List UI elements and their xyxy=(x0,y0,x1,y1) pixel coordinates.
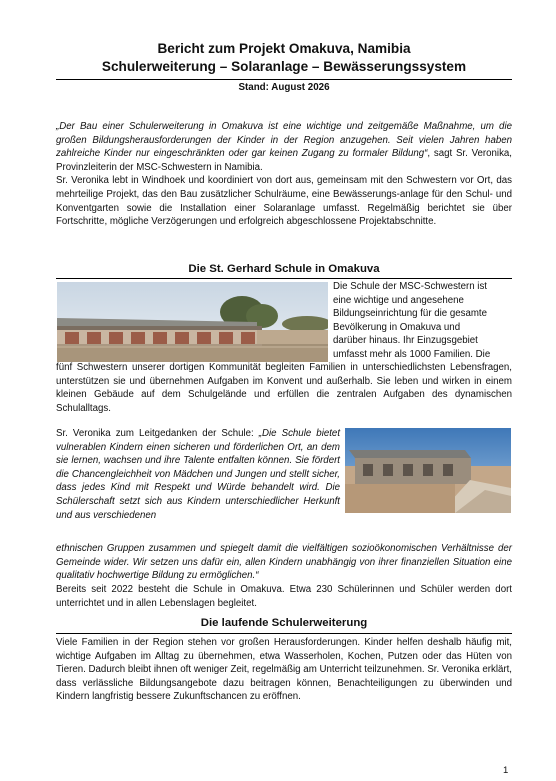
intro-quote: „Der Bau einer Schulerweiterung in Omakuva ist eine wichtige und zeitgemäße Maßnahme, um die großen Bildungsherausforderungen der Kinder in der Region anzugehen. Seit vielen Jahren haben zahlreiche Kinder nur eingeschränkten oder gar keinen Zugang zu formaler Bildung“ xyxy=(56,121,512,160)
report-title: Bericht zum Projekt Omakuva, Namibia xyxy=(157,41,411,56)
intro-attribution: , sagt Sr. Veronika, Provinzleiterin der MSC-Schwestern in Namibia. xyxy=(56,148,512,173)
intro-paragraph xyxy=(56,120,512,229)
section-rule-extension xyxy=(56,633,512,634)
wrap-line: Die Schule der MSC-Schwestern ist xyxy=(333,281,487,292)
wrap-line: eine wichtige und angesehene xyxy=(333,294,464,306)
school-quote-wrapped xyxy=(56,427,340,522)
section-heading-school: Die St. Gerhard Schule in Omakuva xyxy=(188,263,380,275)
wrap-line: Bildungseinrichtung für die gesamte xyxy=(333,308,488,320)
school-intro-wrapped xyxy=(333,280,512,362)
page-number: 1 xyxy=(503,765,509,776)
wrap-line: Bevölkerung in Omakuva und xyxy=(333,321,461,333)
wrap-line: darüber hinaus. Ihr Einzugsgebiet xyxy=(333,335,478,347)
section-rule-school xyxy=(56,278,512,279)
school-quote-continued: ethnischen Gruppen zusammen und spiegelt damit die vielfältigen sozioökonomischen Verhältnisse der Gemeinde wider. Wir setzen uns dafür ein, allen Kindern unabhängig von ihrer finanziellen Situation eine qualitativ hochwertige Bildung zu ermöglichen.“ xyxy=(56,543,512,582)
school-building-photo xyxy=(57,282,328,362)
school-quote-lead: Sr. Veronika zum Leitgedanken der Schule: xyxy=(56,428,259,439)
intro-paragraph-2: Sr. Veronika lebt in Windhoek und koordiniert von dort aus, gemeinsam mit den Schwestern vor Ort, das mehrteilige Projekt, das den Bau zusätzlicher Schulräume, eine Bewässerungs-anlage für den Schul- und Konventgarten sowie die Installation einer Solaranlage umfasst. Regelmäßig berichtet sie über Fortschritte, mögliche Verzögerungen und erfolgreich abgeschlossene Projektabschnitte. xyxy=(56,175,512,228)
header-rule xyxy=(56,79,512,80)
report-date: Stand: August 2026 xyxy=(238,82,330,93)
construction-site-photo xyxy=(345,428,511,513)
school-paragraph: fünf Schwestern unserer dortigen Kommunität begleiten Familien in unterschiedlichsten Lebensfragen, unterstützen sie und übernehmen Aufgaben im Konvent und außerhalb. Sie leben und wirken in einem kleinen Gebäude auf dem Schulgelände und erfüllen die zentralen Aufgaben des dynamischen Schulalltags. xyxy=(56,362,512,414)
school-closing: Bereits seit 2022 besteht die Schule in Omakuva. Etwa 230 Schülerinnen und Schüler werden dort unterrichtet und in allen Lebenslagen begleitet. xyxy=(56,584,512,609)
extension-paragraph: Viele Familien in der Region stehen vor großen Herausforderungen. Kinder helfen deshalb häufig mit, wichtige Aufgaben im Alltag zu übernehmen, etwa Wasserholen, Kochen, Putzen oder das Hüten von Tieren. Dadurch bleibt ihnen oft weniger Zeit, regelmäßig am Unterricht teilzunehmen. Sr. Veronika erklärt, dass verlässliche Bildungsangebote dazu beitragen können, Benachteiligungen zu überwinden und Kindern langfristig bessere Zukunftschancen zu eröffnen. xyxy=(56,637,512,703)
school-quote-part1: „Die Schule bietet vulnerablen Kindern einen sicheren und förderlichen Ort, an dem sie lernen, wachsen und ihre Talente entfalten können. Sie fördert die Chancengleichheit von Mädchen und Jungen und stellt sicher, dass jedes Kind mit Respekt und Würde behandelt wird. Die Schülerschaft setzt sich aus Kindern unterschiedlicher Herkunft und aus verschiedenen xyxy=(56,428,341,521)
report-header xyxy=(56,40,512,95)
report-subtitle: Schulerweiterung – Solaranlage – Bewässerungssystem xyxy=(101,59,467,74)
wrap-line: umfasst mehr als 1000 Familien. Die xyxy=(333,348,491,360)
section-heading-extension: Die laufende Schulerweiterung xyxy=(200,617,368,629)
